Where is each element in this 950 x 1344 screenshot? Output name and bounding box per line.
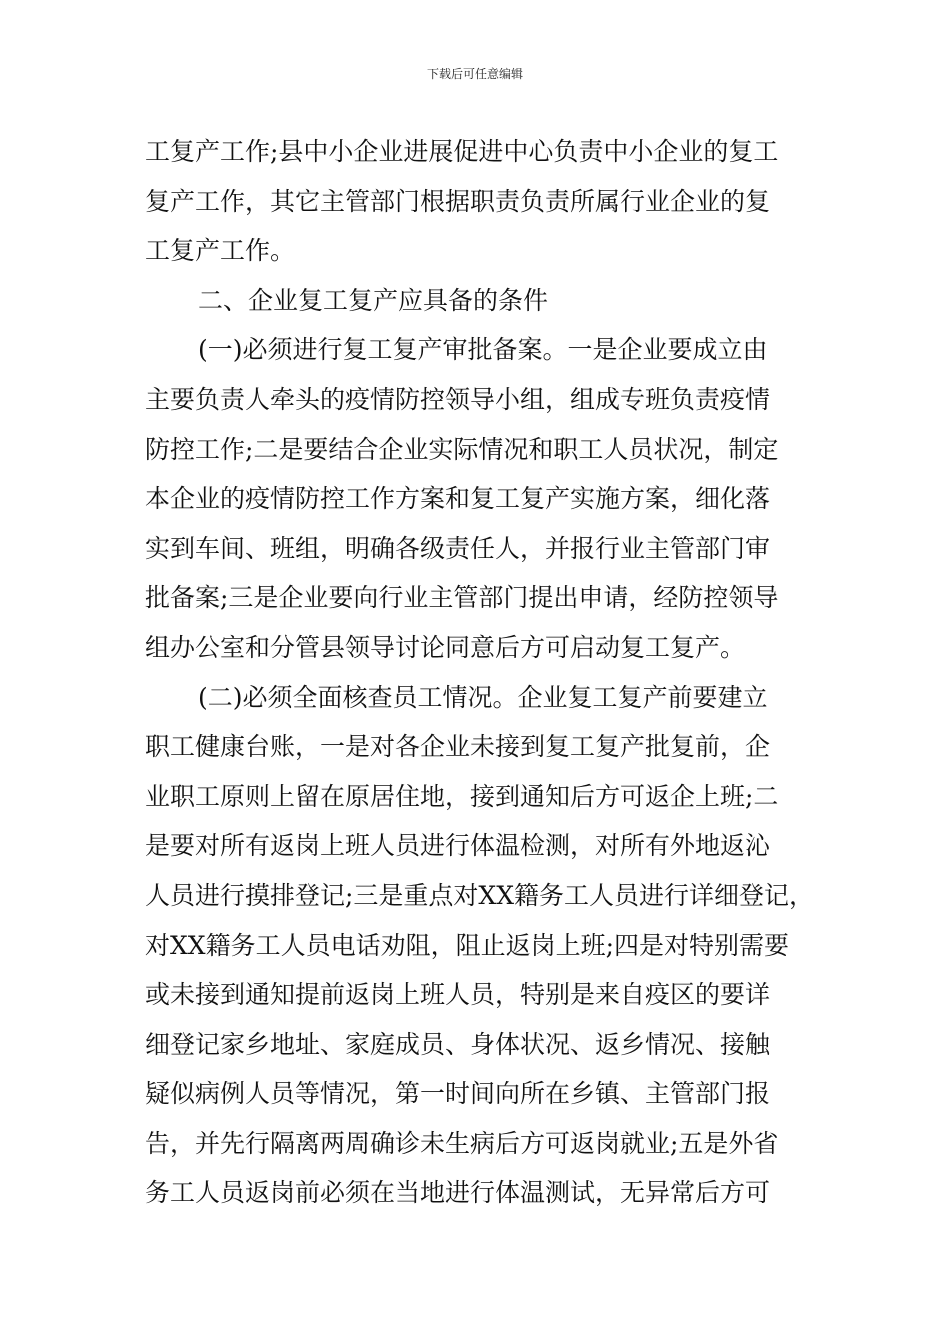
text-line: 人员进行摸排登记;三是重点对XX籍务工人员进行详细登记， <box>145 880 815 910</box>
text-line: 职工健康台账，一是对各企业未接到复工复产批复前，企 <box>145 732 771 762</box>
text-line: 实到车间、班组，明确各级责任人，并报行业主管部门审 <box>145 533 771 563</box>
text-line: 务工人员返岗前必须在当地进行体温测试，无异常后方可 <box>145 1178 771 1208</box>
page-header: 下载后可任意编辑 <box>426 67 523 81</box>
text-line: 工复产工作;县中小企业进展促进中心负责中小企业的复工 <box>145 137 779 166</box>
text-line: 告，并先行隔离两周确诊未生病后方可返岗就业;五是外省 <box>145 1128 779 1158</box>
paragraph-first-line: (二)必须全面核查员工情况。企业复工复产前要建立 <box>198 682 768 712</box>
text-line: 防控工作;二是要结合企业实际情况和职工人员状况，制定 <box>145 434 779 464</box>
text-line: 业职工原则上留在原居住地，接到通知后方可返企上班;二 <box>145 781 779 811</box>
document-body <box>145 127 825 1218</box>
section-heading: 二、企业复工复产应具备的条件 <box>198 285 549 315</box>
text-line: 是要对所有返岗上班人员进行体温检测，对所有外地返沁 <box>145 831 771 861</box>
text-line: 工复产工作。 <box>145 236 296 266</box>
text-line: 复产工作，其它主管部门根据职责负责所属行业企业的复 <box>145 186 771 216</box>
text-line: 批备案;三是企业要向行业主管部门提出申请，经防控领导 <box>145 583 779 613</box>
text-line: 疑似病例人员等情况，第一时间向所在乡镇、主管部门报 <box>145 1079 771 1109</box>
paragraph-first-line: (一)必须进行复工复产审批备案。一是企业要成立由 <box>198 335 768 365</box>
text-line: 或未接到通知提前返岗上班人员，特别是来自疫区的要详 <box>145 980 771 1010</box>
text-line: 组办公室和分管县领导讨论同意后方可启动复工复产。 <box>145 632 746 662</box>
text-line: 本企业的疫情防控工作方案和复工复产实施方案，细化落 <box>145 484 771 514</box>
text-line: 细登记家乡地址、家庭成员、身体状况、返乡情况、接触 <box>145 1029 771 1059</box>
text-line: 对XX籍务工人员电话劝阻，阻止返岗上班;四是对特别需要 <box>145 930 790 960</box>
text-line: 主要负责人牵头的疫情防控领导小组，组成专班负责疫情 <box>145 384 771 414</box>
